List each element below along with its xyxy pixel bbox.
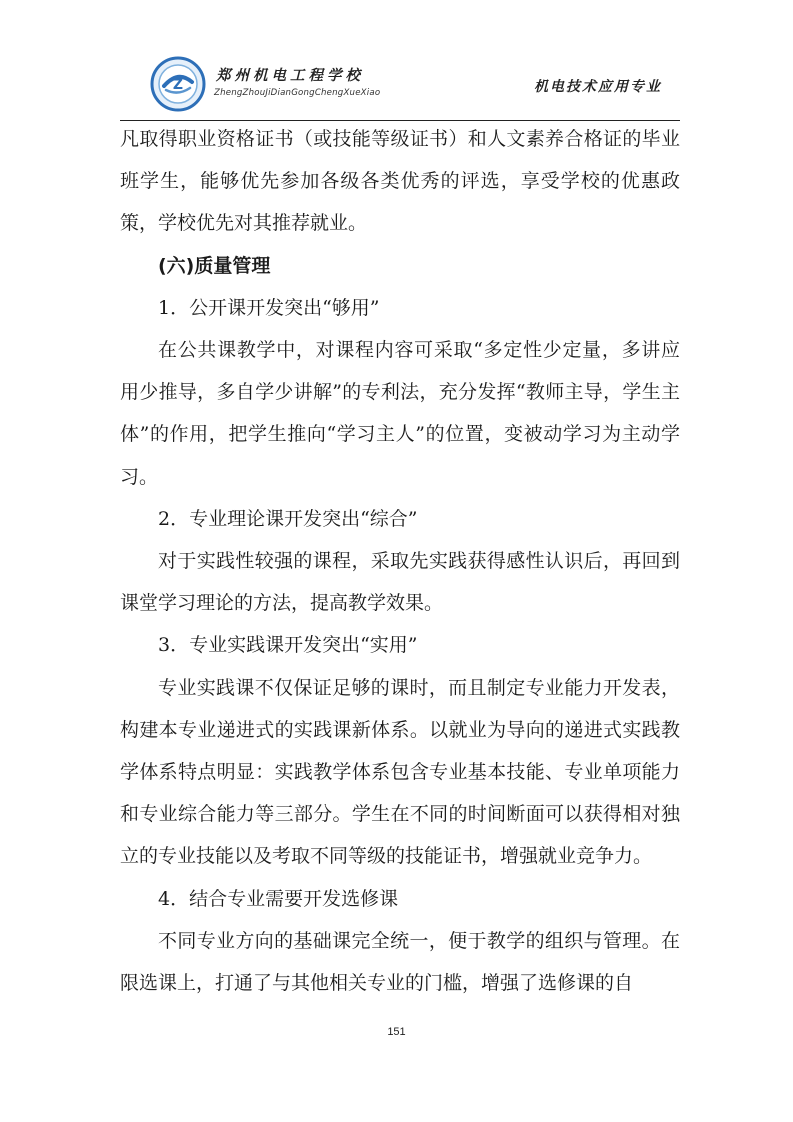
subheading-3: 3．专业实践课开发突出“实用” [158, 634, 418, 657]
paragraph-continued: 凡取得职业资格证书（或技能等级证书）和人文素养合格证的毕业班学生，能够优先参加各级各类优秀的评选，享受学校的优惠政策，学校优先对其推荐就业。 [120, 128, 680, 235]
school-logo [150, 56, 390, 116]
page-header [120, 50, 680, 122]
subheading-1: 1．公开课开发突出“够用” [158, 296, 380, 319]
subheading-2: 2．专业理论课开发突出“综合” [158, 507, 418, 530]
paragraph-1: 在公共课教学中，对课程内容可采取“多定性少定量，多讲应用少推导，多自学少讲解”的专利法，充分发挥“教师主导，学生主体”的作用，把学生推向“学习主人”的位置，变被动学习为主动学习。 [120, 339, 680, 488]
section-heading: (六)质量管理 [158, 254, 271, 277]
paragraph-3: 专业实践课不仅保证足够的课时，而且制定专业能力开发表，构建本专业递进式的实践课新体系。以就业为导向的递进式实践教学体系特点明显：实践教学体系包含专业基本技能、专业单项能力和专业综合能力等三部分。学生在不同的时间断面可以获得相对独立的专业技能以及考取不同等级的技能证书，增强就业竞争力。 [120, 676, 680, 868]
school-name-cn: 郑州机电工程学校 [216, 68, 364, 84]
paragraph-2: 对于实践性较强的课程，采取先实践获得感性认识后，再回到课堂学习理论的方法，提高教学效果。 [120, 550, 680, 615]
major-title: 机电技术应用专业 [534, 79, 662, 95]
svg-text:Z: Z [172, 77, 184, 93]
paragraph-4: 不同专业方向的基础课完全统一，便于教学的组织与管理。在限选课上，打通了与其他相关专业的门槛，增强了选修课的自 [120, 929, 680, 995]
document-body [120, 118, 680, 1004]
school-name-en: ZhengZhouJiDianGongChengXueXiao [214, 88, 381, 98]
page-number: 151 [387, 1026, 406, 1038]
school-emblem-icon [150, 56, 206, 112]
subheading-4: 4．结合专业需要开发选修课 [158, 887, 399, 910]
